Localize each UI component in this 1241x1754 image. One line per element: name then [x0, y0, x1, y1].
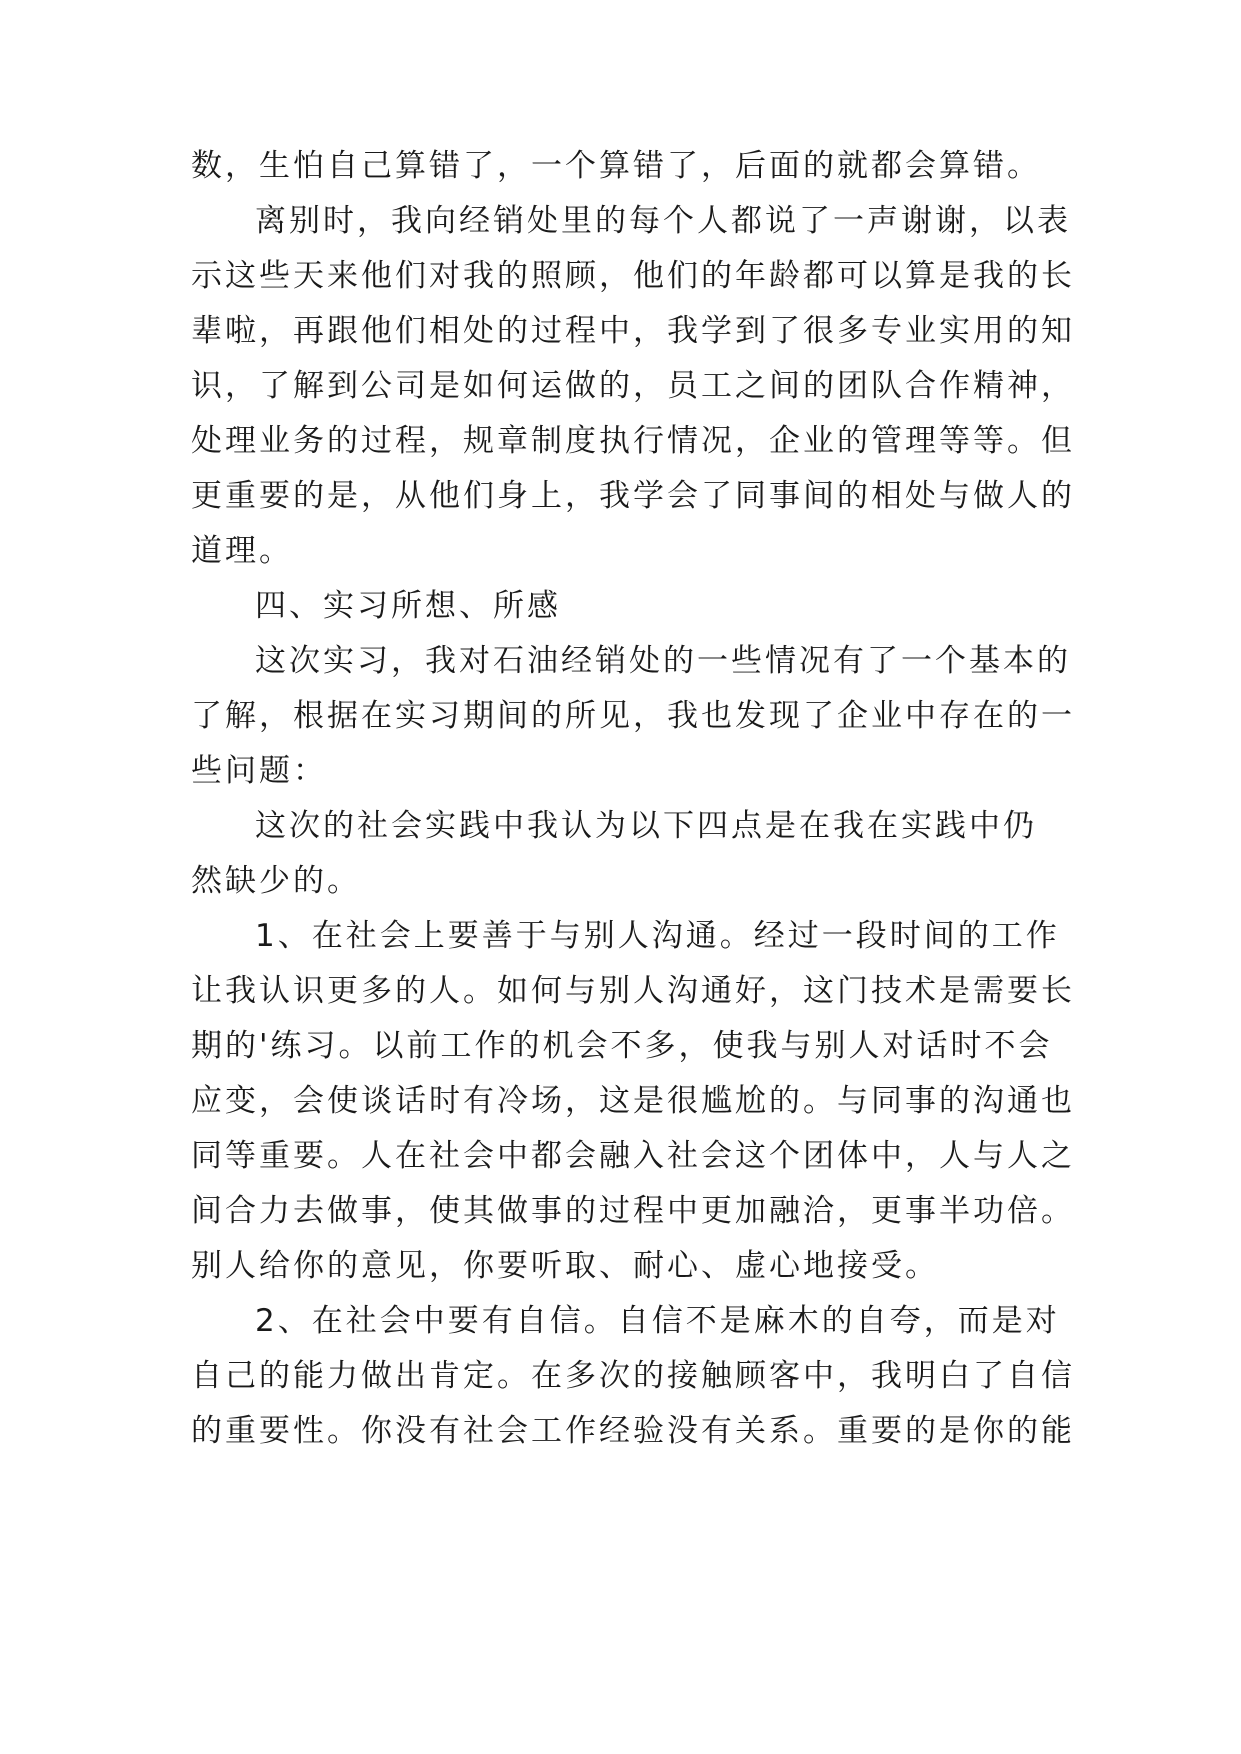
text-line: 道理。: [191, 533, 293, 569]
text-line: 让我认识更多的人。如何与别人沟通好，这门技术是需要长: [191, 973, 1075, 1009]
text-line: 间合力去做事，使其做事的过程中更加融洽，更事半功倍。: [191, 1193, 1075, 1229]
text-line: 自己的能力做出肯定。在多次的接触顾客中，我明白了自信: [191, 1358, 1075, 1394]
text-line: 示这些天来他们对我的照顾，他们的年龄都可以算是我的长: [191, 258, 1075, 294]
paragraph-start-line: 离别时，我向经销处里的每个人都说了一声谢谢，以表: [255, 203, 1071, 239]
text-line: 期的'练习。以前工作的机会不多，使我与别人对话时不会: [191, 1028, 1053, 1064]
list-item-line: 2、在社会中要有自信。自信不是麻木的自夸，而是对: [255, 1303, 1060, 1339]
text-line: 数，生怕自己算错了，一个算错了，后面的就都会算错。: [191, 148, 1041, 184]
text-line: 辈啦，再跟他们相处的过程中，我学到了很多专业实用的知: [191, 313, 1075, 349]
text-line: 的重要性。你没有社会工作经验没有关系。重要的是你的能: [191, 1413, 1075, 1449]
text-line: 别人给你的意见，你要听取、耐心、虚心地接受。: [191, 1248, 939, 1284]
paragraph-start-line: 这次实习，我对石油经销处的一些情况有了一个基本的: [255, 643, 1071, 679]
section-heading: 四、实习所想、所感: [255, 588, 561, 624]
text-line: 识，了解到公司是如何运做的，员工之间的团队合作精神，: [191, 368, 1075, 404]
text-line: 更重要的是，从他们身上，我学会了同事间的相处与做人的: [191, 478, 1075, 514]
text-line: 然缺少的。: [191, 863, 361, 899]
list-item-line: 1、在社会上要善于与别人沟通。经过一段时间的工作: [255, 918, 1060, 954]
text-line: 些问题：: [191, 753, 327, 789]
text-line: 应变，会使谈话时有冷场，这是很尴尬的。与同事的沟通也: [191, 1083, 1075, 1119]
paragraph-start-line: 这次的社会实践中我认为以下四点是在我在实践中仍: [255, 808, 1037, 844]
text-line: 处理业务的过程，规章制度执行情况，企业的管理等等。但: [191, 423, 1075, 459]
text-line: 同等重要。人在社会中都会融入社会这个团体中，人与人之: [191, 1138, 1075, 1174]
text-line: 了解，根据在实习期间的所见，我也发现了企业中存在的一: [191, 698, 1075, 734]
